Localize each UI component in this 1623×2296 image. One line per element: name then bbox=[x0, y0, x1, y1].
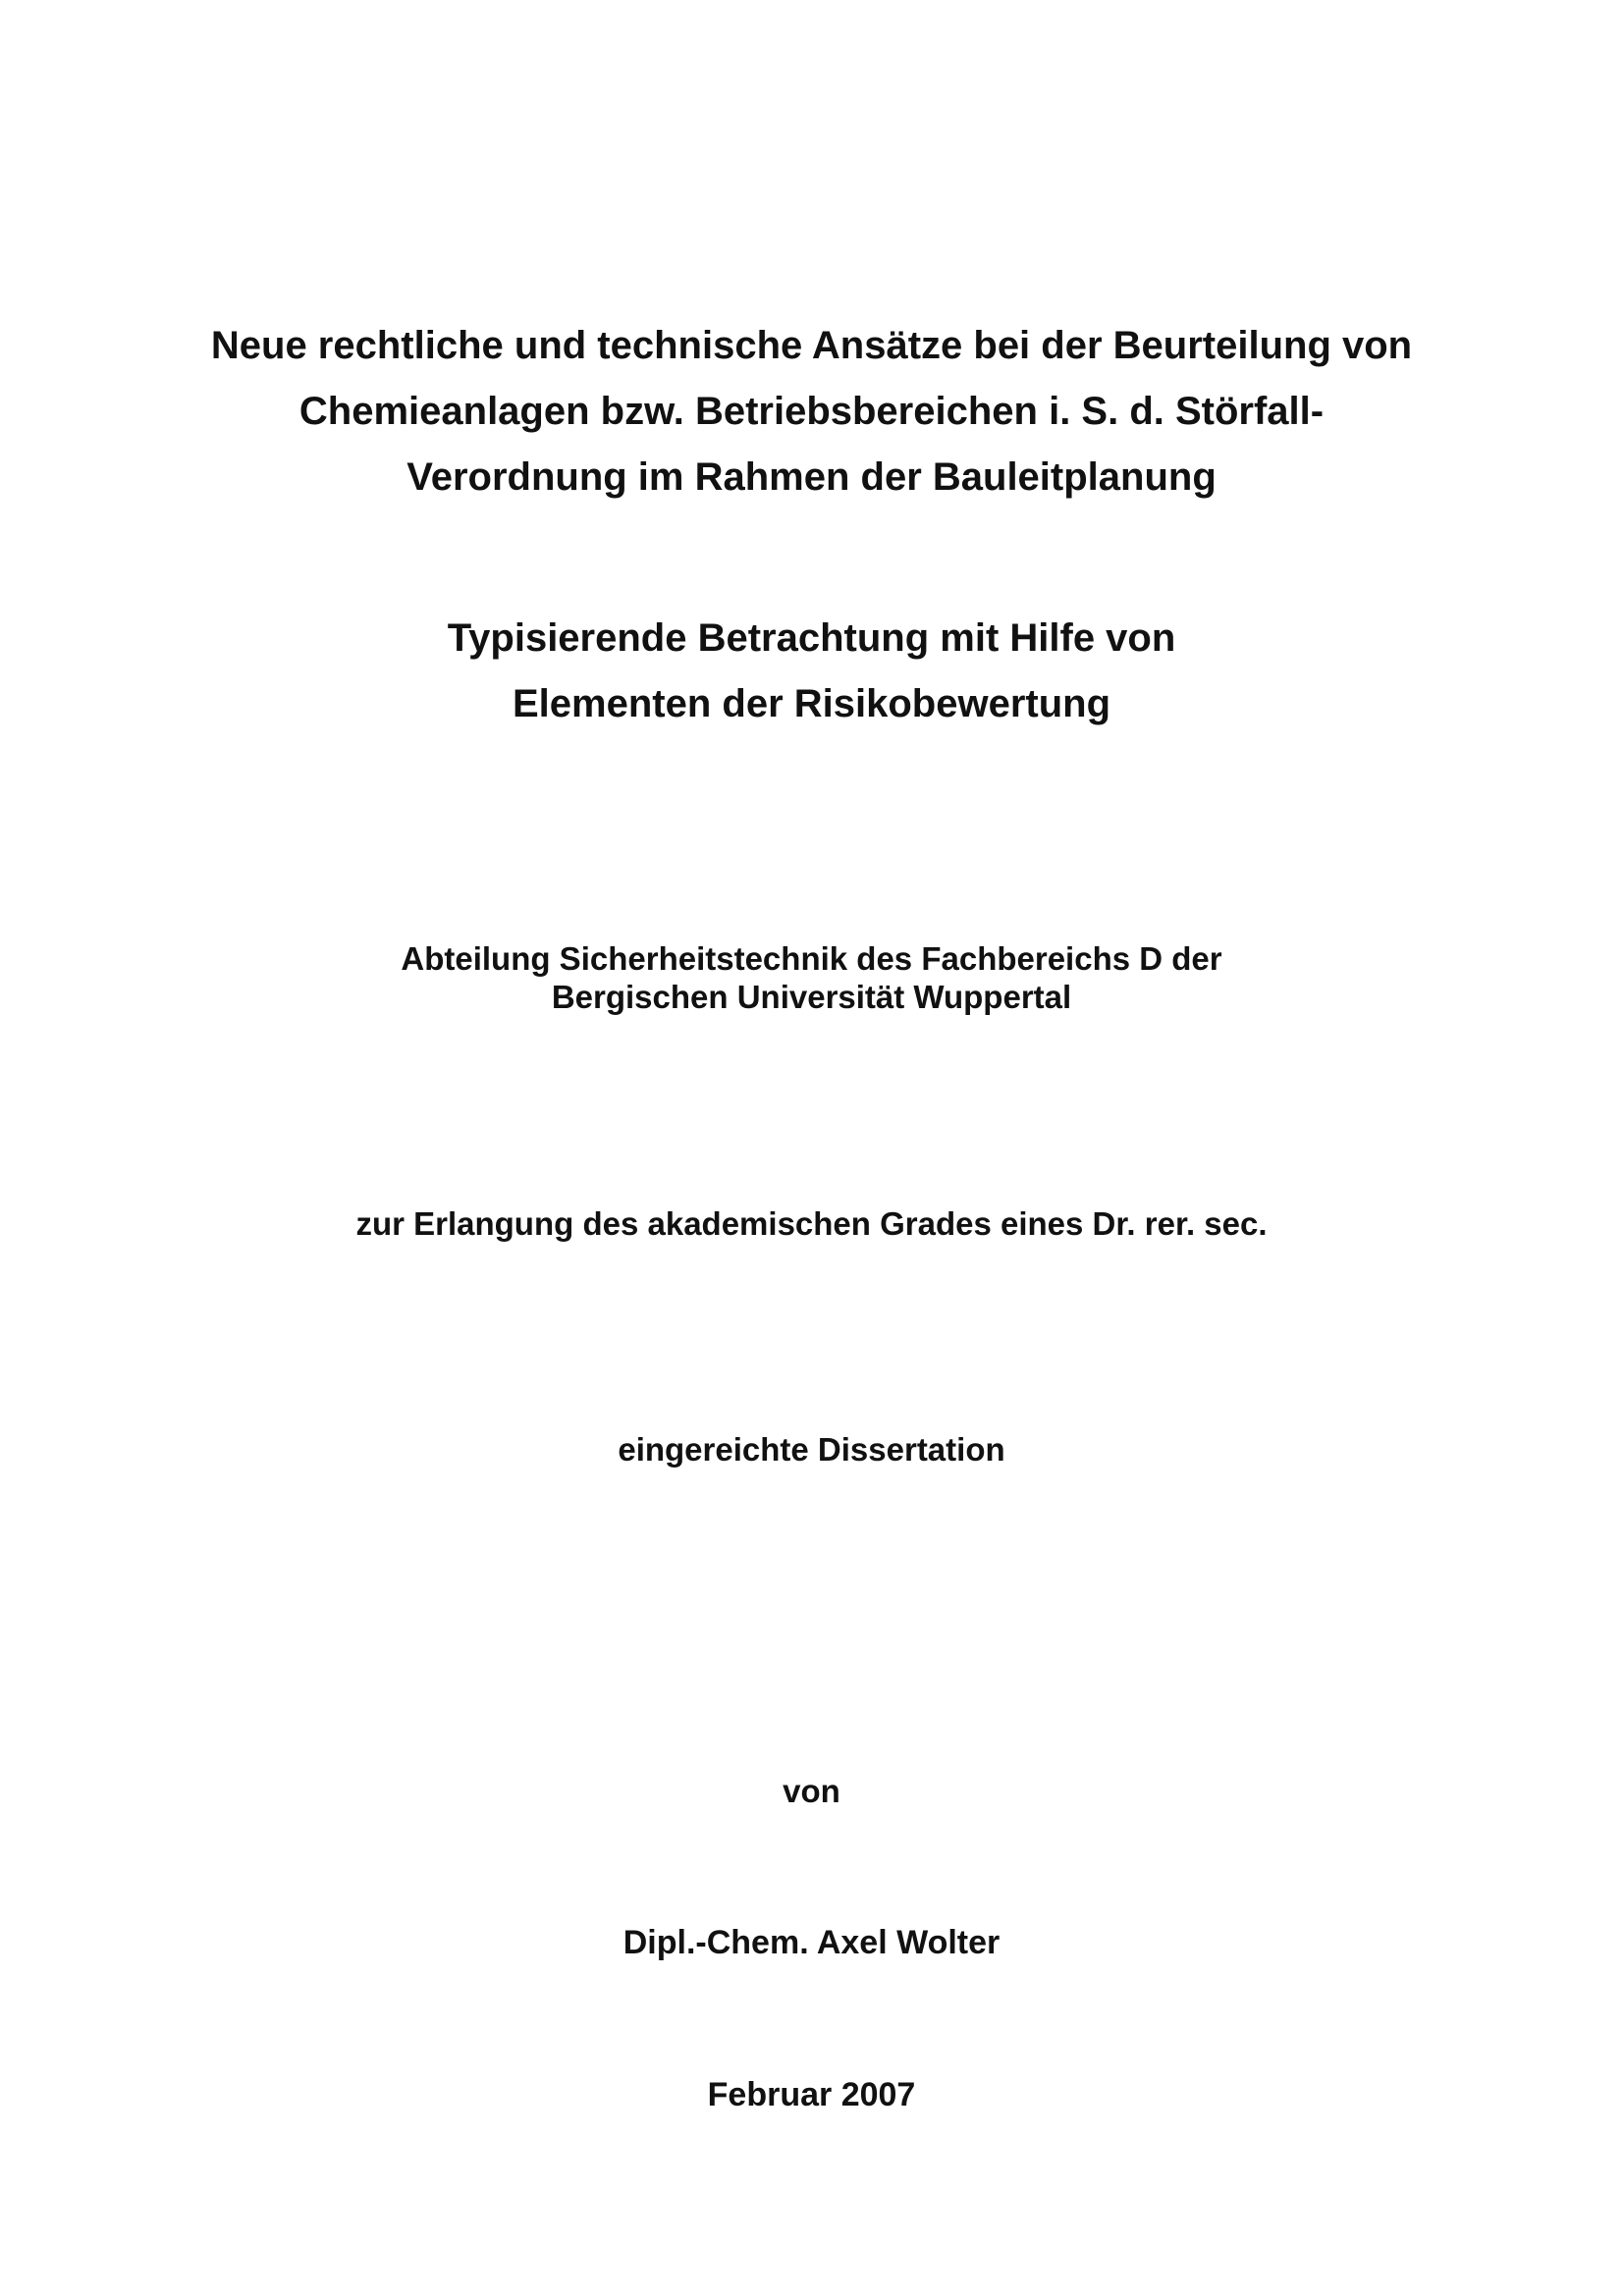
thesis-title-line-1: Neue rechtliche und technische Ansätze bei der Beurteilung von bbox=[210, 324, 1413, 367]
thesis-title-line-3: Verordnung im Rahmen der Bauleitplanung bbox=[406, 455, 1217, 499]
thesis-subtitle-line-1: Typisierende Betrachtung mit Hilfe von bbox=[447, 616, 1176, 660]
degree-statement: zur Erlangung des akademischen Grades eines Dr. rer. sec. bbox=[355, 1205, 1268, 1242]
submission-date: Februar 2007 bbox=[707, 2076, 916, 2113]
thesis-subtitle-line-2: Elementen der Risikobewertung bbox=[512, 682, 1111, 725]
thesis-title-line-2: Chemieanlagen bzw. Betriebsbereichen i. S. d. Störfall- bbox=[298, 390, 1325, 433]
department-line-2: Bergischen Universität Wuppertal bbox=[551, 979, 1072, 1015]
document-type: eingereichte Dissertation bbox=[618, 1431, 1005, 1468]
author-name: Dipl.-Chem. Axel Wolter bbox=[622, 1924, 1001, 1961]
by-label: von bbox=[783, 1773, 840, 1809]
department-line-1: Abteilung Sicherheitstechnik des Fachbereichs D der bbox=[401, 940, 1222, 977]
